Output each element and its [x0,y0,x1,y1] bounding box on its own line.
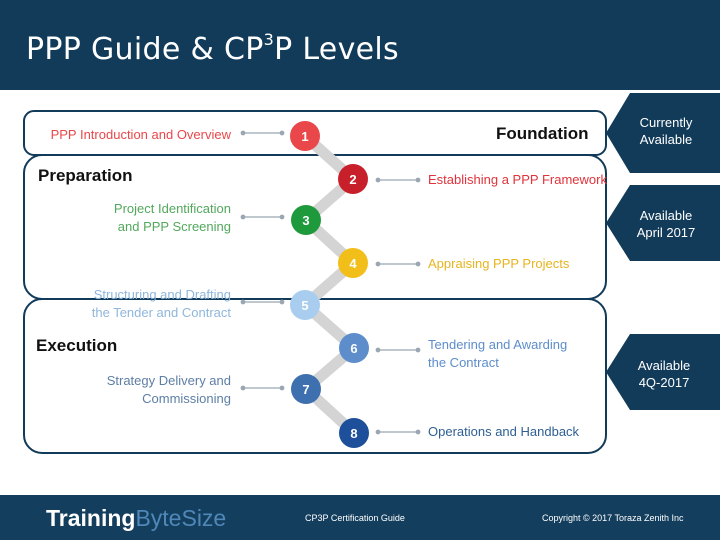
step-circle-8 [339,418,369,448]
logo-text-light: ByteSize [135,504,227,531]
step-label-8: Operations and Handback [428,424,580,439]
step-label-4: Appraising PPP Projects [428,256,570,271]
logo-text-bold: Training [46,504,136,531]
step-label-3: Project Identification and PPP Screening [113,201,231,234]
availability-label-1: Currently Available [639,115,693,147]
level-execution: Execution [36,336,118,355]
step-circle-7 [291,374,321,404]
step-circle-5 [290,290,320,320]
step-circle-1 [290,121,320,151]
svg-text:6: 6 [350,341,358,356]
footer-copyright: Copyright © 2017 Toraza Zenith Inc [542,513,684,523]
svg-text:3: 3 [302,213,310,228]
step-circle-3 [291,205,321,235]
step-label-7: Strategy Delivery and Commissioning [106,373,231,406]
step-label-6: Tendering and Awarding the Contract [428,337,568,370]
footer-guide-title: CP3P Certification Guide [305,513,405,523]
step-circle-6 [339,333,369,363]
svg-text:4: 4 [349,256,357,271]
step-circle-4 [338,248,368,278]
svg-text:7: 7 [302,382,310,397]
availability-label-2: Available April 2017 [636,208,696,240]
svg-text:8: 8 [350,426,358,441]
logo [42,500,226,536]
level-preparation: Preparation [38,166,133,185]
step-label-5: Structuring and Drafting the Tender and Contract [91,287,231,320]
page-title: PPP Guide & $CP^3P$ Levels [26,30,399,67]
step-label-2: Establishing a PPP Framework [428,172,607,187]
svg-text:2: 2 [349,172,357,187]
level-foundation: Foundation [496,124,589,143]
svg-text:1: 1 [301,129,309,144]
availability-label-3: Available 4Q-2017 [637,358,691,390]
svg-text:5: 5 [301,298,309,313]
step-circle-2 [338,164,368,194]
step-label-1: PPP Introduction and Overview [50,127,231,142]
